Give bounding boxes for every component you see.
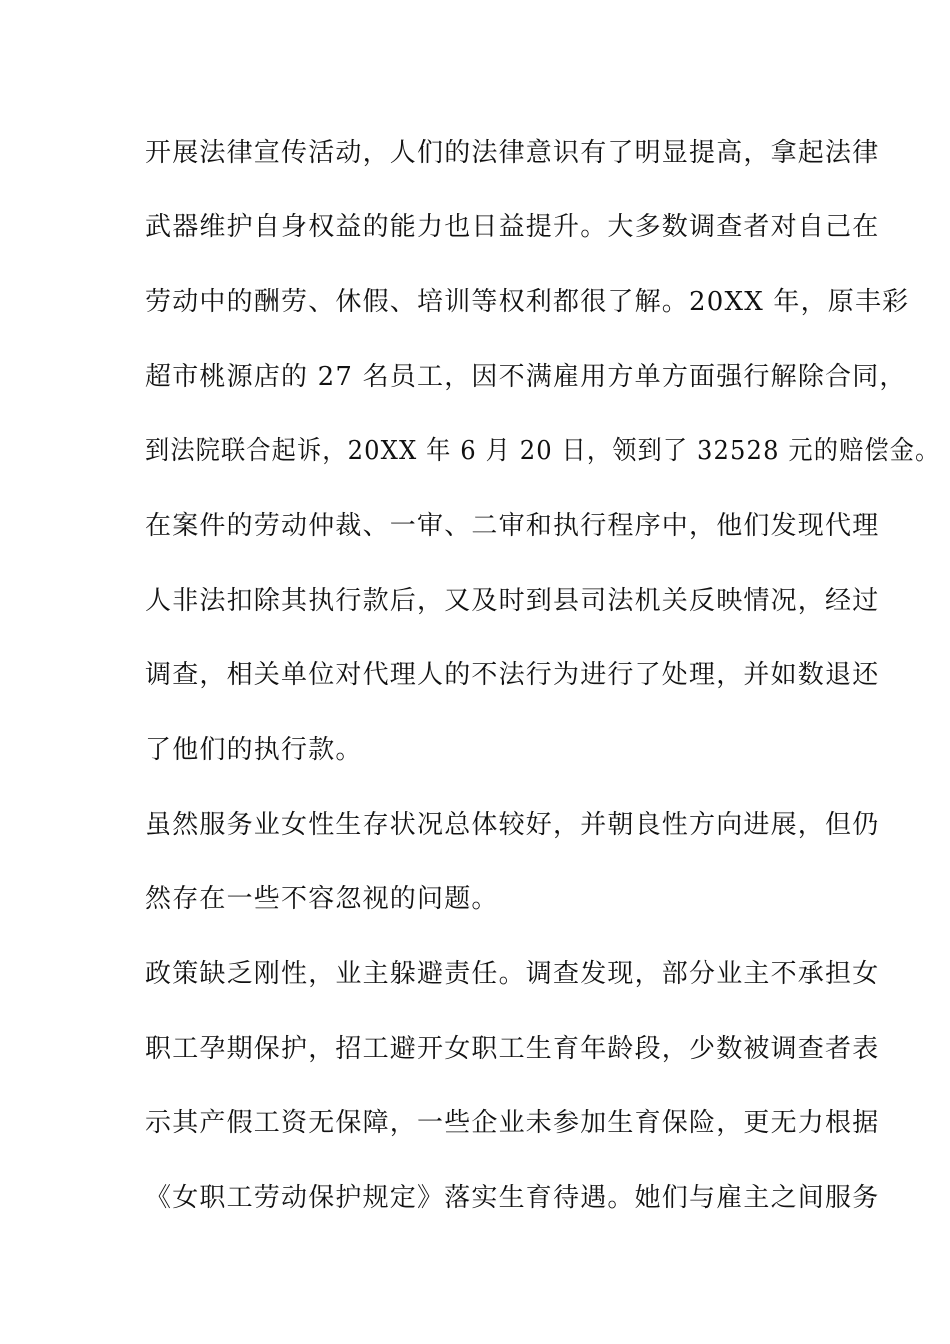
text-line-15: 《女职工劳动保护规定》落实生育待遇。她们与雇主之间服务 (145, 1183, 880, 1213)
text-line-5: 到法院联合起诉，20XX 年 6 月 20 日，领到了 32528 元的赔偿金。 (145, 436, 941, 466)
text-line-13: 职工孕期保护，招工避开女职工生育年龄段，少数被调查者表 (145, 1034, 880, 1064)
text-line-9: 了他们的执行款。 (145, 735, 363, 765)
text-line-14: 示其产假工资无保障，一些企业未参加生育保险，更无力根据 (145, 1108, 880, 1138)
text-line-6: 在案件的劳动仲裁、一审、二审和执行程序中，他们发现代理 (145, 511, 880, 541)
text-line-7: 人非法扣除其执行款后，又及时到县司法机关反映情况，经过 (145, 586, 880, 616)
text-line-4: 超市桃源店的 27 名员工，因不满雇用方单方面强行解除合同， (145, 362, 907, 392)
text-line-8: 调查，相关单位对代理人的不法行为进行了处理，并如数退还 (145, 660, 880, 690)
text-line-12: 政策缺乏刚性，业主躲避责任。调查发现，部分业主不承担女 (145, 959, 880, 989)
text-line-3: 劳动中的酬劳、休假、培训等权利都很了解。20XX 年，原丰彩 (145, 287, 910, 317)
text-line-10: 虽然服务业女性生存状况总体较好，并朝良性方向进展，但仍 (145, 810, 880, 840)
text-line-2: 武器维护自身权益的能力也日益提升。大多数调查者对自己在 (145, 212, 880, 242)
text-line-11: 然存在一些不容忽视的问题。 (145, 884, 499, 914)
text-line-1: 开展法律宣传活动，人们的法律意识有了明显提高，拿起法律 (145, 138, 880, 168)
